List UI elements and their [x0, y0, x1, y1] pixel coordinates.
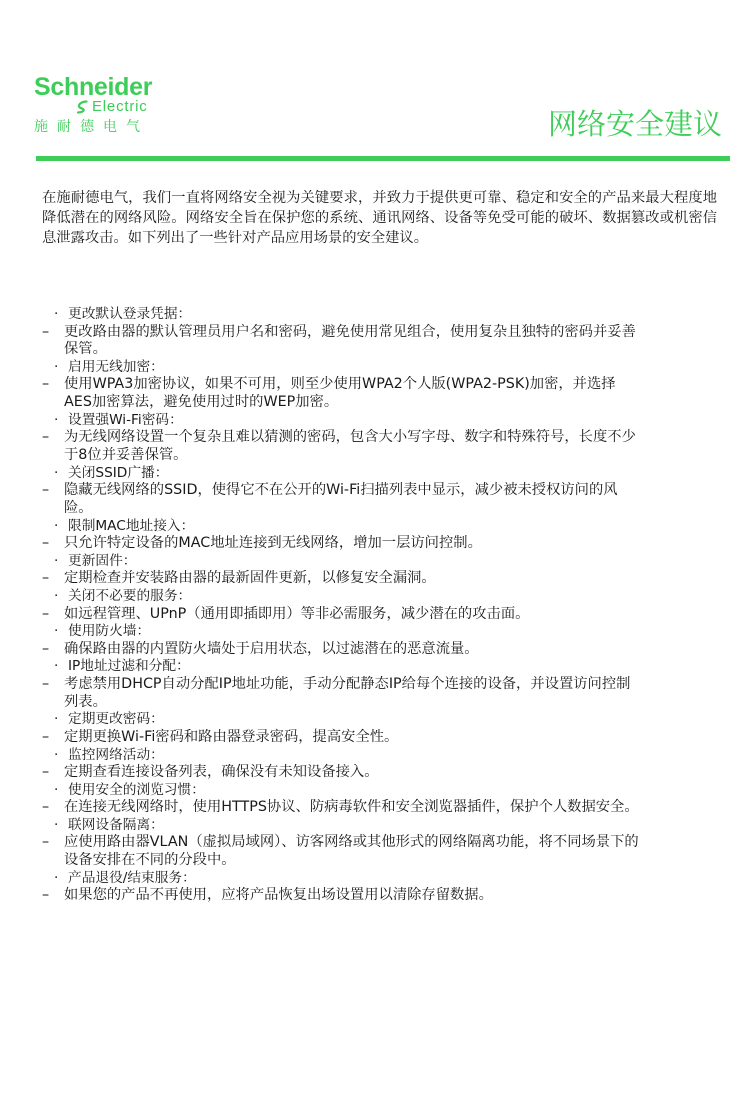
page-title: 网络安全建议 — [547, 107, 722, 141]
recommendation-heading-text: 定期更改密码： — [68, 711, 164, 728]
dash-marker: – — [42, 535, 50, 552]
bullet-dot: · — [54, 623, 59, 640]
recommendation-heading-text: 关闭SSID广播： — [68, 464, 169, 481]
dash-marker: – — [42, 640, 50, 657]
recommendation-description-text: 确保路由器的内置防火墙处于启用状态，以过滤潜在的恶意流量。 — [64, 640, 479, 657]
recommendation-heading — [0, 359, 750, 377]
intro-paragraph: 在施耐德电气，我们一直将网络安全视为关键要求，并致力于提供更可靠、稳定和安全的产品来最大程度地降低潜在的网络风险。网络安全旨在保护您的系统、通讯网络、设备等免受可能的破坏、数据篡改或机密信息泄露攻击。如下列出了一些针对产品应用场景的安全建议。 — [42, 190, 717, 246]
header-divider — [36, 156, 730, 161]
logo-chinese-text: 施耐德电气 — [34, 119, 149, 135]
bullet-dot: · — [54, 358, 59, 375]
recommendation-heading — [0, 658, 750, 676]
logo-sub-row — [76, 99, 194, 115]
dash-marker: – — [42, 482, 50, 499]
recommendation-list — [0, 306, 750, 905]
bullet-dot: · — [54, 552, 59, 569]
recommendation-heading — [0, 623, 750, 641]
recommendation-description — [0, 834, 642, 869]
recommendation-description — [0, 376, 642, 411]
recommendation-heading-text: 启用无线加密： — [68, 358, 164, 375]
recommendation-heading — [0, 870, 750, 888]
dash-marker: – — [42, 764, 50, 781]
bullet-dot: · — [54, 517, 59, 534]
recommendation-description — [0, 570, 642, 588]
bullet-dot: · — [54, 869, 59, 886]
recommendation-heading — [0, 711, 750, 729]
recommendation-description-text: 为无线网络设置一个复杂且难以猜测的密码，包含大小写字母、数字和特殊符号，长度不少于8位并妥善保管。 — [64, 429, 636, 464]
recommendation-description — [0, 764, 642, 782]
recommendation-heading — [0, 306, 750, 324]
recommendation-description-text: 更改路由器的默认管理员用户名和密码，避免使用常见组合，使用复杂且独特的密码并妥善保管。 — [64, 323, 636, 358]
recommendation-description — [0, 606, 642, 624]
bullet-dot: · — [54, 588, 59, 605]
bullet-dot: · — [54, 411, 59, 428]
recommendation-heading — [0, 412, 750, 430]
dash-marker: – — [42, 799, 50, 816]
recommendation-description — [0, 535, 642, 553]
recommendation-description-text: 如远程管理、UPnP（通用即插即用）等非必需服务，减少潜在的攻击面。 — [64, 605, 530, 622]
bullet-dot: · — [54, 746, 59, 763]
dash-marker: – — [42, 605, 50, 622]
bullet-dot: · — [54, 658, 59, 675]
recommendation-description-text: 考虑禁用DHCP自动分配IP地址功能，手动分配静态IP给每个连接的设备，并设置访问控制列表。 — [64, 675, 631, 710]
schneider-logo-mark-icon — [76, 100, 90, 114]
schneider-electric-logo — [34, 74, 194, 140]
recommendation-description-text: 如果您的产品不再使用，应将产品恢复出场设置用以清除存留数据。 — [64, 887, 493, 904]
recommendation-description — [0, 676, 642, 711]
bullet-dot: · — [54, 464, 59, 481]
bullet-dot: · — [54, 306, 59, 322]
logo-sub-text: Electric — [92, 98, 148, 115]
recommendation-heading-text: 更改默认登录凭据： — [68, 306, 192, 322]
recommendation-heading-text: IP地址过滤和分配： — [68, 658, 190, 675]
bullet-dot: · — [54, 816, 59, 833]
recommendation-heading — [0, 782, 750, 800]
dash-marker: – — [42, 376, 50, 393]
dash-marker: – — [42, 887, 50, 904]
recommendation-description-text: 隐藏无线网络的SSID，使得它不在公开的Wi-Fi扫描列表中显示，减少被未授权访问的风险。 — [64, 482, 618, 516]
recommendation-description — [0, 729, 642, 747]
recommendation-description-text: 在连接无线网络时，使用HTTPS协议、防病毒软件和安全浏览器插件，保护个人数据安全。 — [64, 799, 639, 816]
recommendation-heading-text: 关闭不必要的服务： — [68, 588, 192, 605]
recommendation-heading-text: 监控网络活动： — [68, 746, 164, 763]
recommendation-description — [0, 429, 642, 464]
recommendation-heading-text: 联网设备隔离： — [68, 816, 164, 833]
recommendation-heading — [0, 817, 750, 835]
recommendation-description-text: 应使用路由器VLAN（虚拟局域网）、访客网络或其他形式的网络隔离功能，将不同场景下的设备安排在不同的分段中。 — [64, 834, 639, 869]
recommendation-description-text: 定期检查并安装路由器的最新固件更新，以修复安全漏洞。 — [64, 570, 436, 587]
dash-marker: – — [42, 570, 50, 587]
recommendation-heading — [0, 518, 750, 536]
dash-marker: – — [42, 429, 50, 446]
dash-marker: – — [42, 728, 50, 745]
recommendation-heading — [0, 588, 750, 606]
recommendation-heading — [0, 553, 750, 571]
recommendation-description-text: 使用WPA3加密协议，如果不可用，则至少使用WPA2个人版(WPA2-PSK)加密，并选择AES加密算法，避免使用过时的WEP加密。 — [64, 376, 616, 411]
recommendation-description-text: 只允许特定设备的MAC地址连接到无线网络，增加一层访问控制。 — [64, 535, 482, 552]
bullet-dot: · — [54, 781, 59, 798]
recommendation-heading-text: 产品退役/结束服务： — [68, 869, 196, 886]
recommendation-description — [0, 641, 642, 659]
recommendation-heading — [0, 465, 750, 483]
dash-marker: – — [42, 675, 50, 692]
recommendation-heading-text: 使用安全的浏览习惯： — [68, 781, 205, 798]
recommendation-description — [0, 799, 642, 817]
recommendation-description — [0, 887, 642, 905]
dash-marker: – — [42, 323, 50, 340]
recommendation-heading — [0, 747, 750, 765]
recommendation-heading-text: 设置强Wi-Fi密码： — [68, 411, 183, 428]
recommendation-heading-text: 使用防火墙： — [68, 623, 151, 640]
recommendation-description — [0, 324, 642, 359]
recommendation-description-text: 定期查看连接设备列表，确保没有未知设备接入。 — [64, 764, 379, 781]
recommendation-heading-text: 更新固件： — [68, 552, 137, 569]
logo-brand-text: Schneider — [34, 73, 153, 101]
recommendation-description-text: 定期更换Wi-Fi密码和路由器登录密码，提高安全性。 — [64, 728, 399, 745]
bullet-dot: · — [54, 711, 59, 728]
recommendation-description — [0, 482, 642, 517]
recommendation-heading-text: 限制MAC地址接入： — [68, 517, 195, 534]
dash-marker: – — [42, 834, 50, 851]
